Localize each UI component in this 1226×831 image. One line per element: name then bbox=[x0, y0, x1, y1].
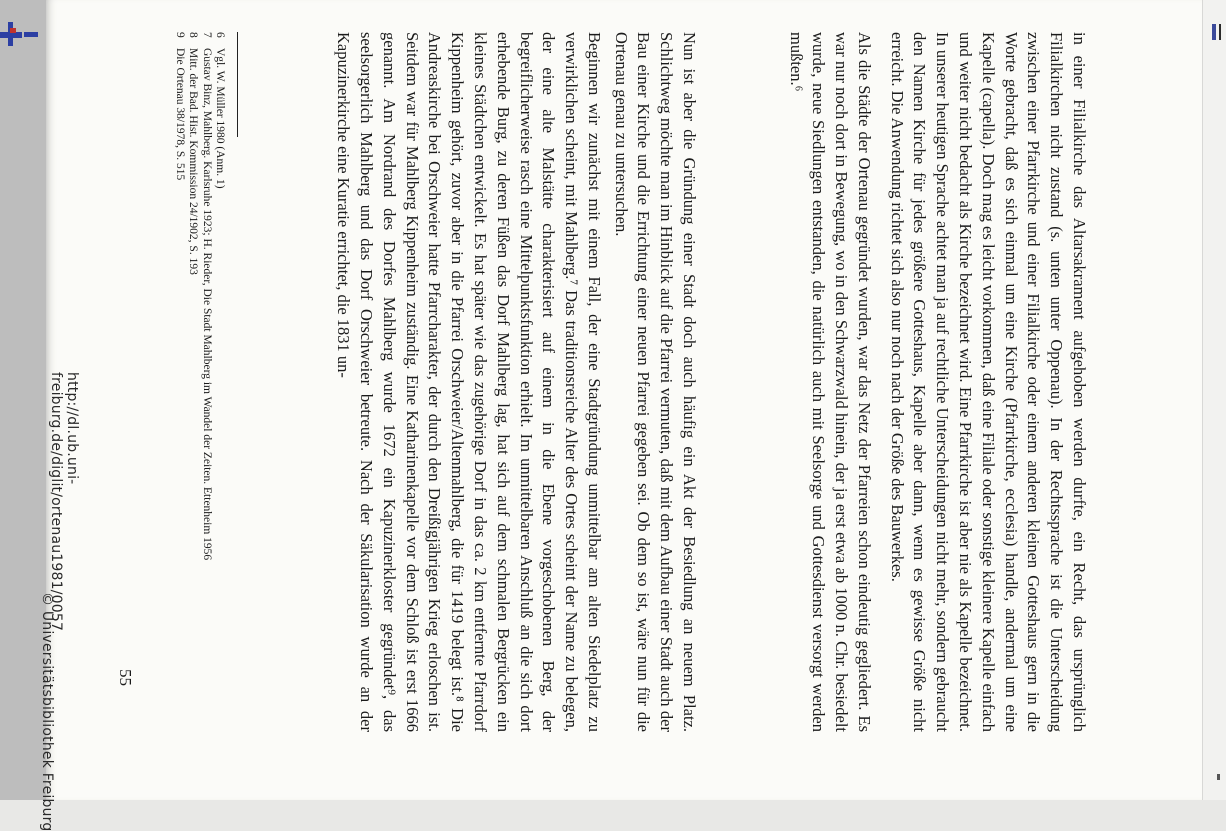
registration-bar bbox=[1212, 24, 1216, 40]
footnote-rule bbox=[237, 32, 238, 137]
registration-dot bbox=[1217, 774, 1220, 780]
registration-dot bbox=[10, 28, 16, 33]
footnote-number: 9 bbox=[173, 32, 186, 38]
footnote bbox=[186, 32, 199, 732]
paragraph-2 bbox=[784, 32, 875, 732]
footnotes bbox=[172, 32, 226, 732]
paragraph-text: Als die Städte der Ortenau gegründet wurden, war das Netz der Pfarreien schon eindeutig gegliedert. Es war nur noch dort in Bewegung, wo in den Schwarzwald hinein, der ja erst etwa ab 1000 n. Chr. besiedelt wurde, neue Siedlungen entstanden, die natürlich auch mit Seelsorge und Gottesdienst versorgt werden mußten.⁶ bbox=[786, 32, 874, 732]
footnote-number: 6 bbox=[214, 32, 226, 38]
scan-right-gutter bbox=[1202, 0, 1226, 800]
source-url: http://dl.ub.uni-freiburg.de/diglit/ortenau1981/0057 bbox=[48, 372, 80, 632]
copyright-notice: © Universitätsbibliothek Freiburg bbox=[39, 592, 55, 831]
footnote bbox=[199, 32, 212, 732]
paragraph-text: in einer Filialkirche das Altarsakrament aufgehoben werden durfte, ein Recht, das ursprünglich Filialkirchen nicht zustand (s. unten unter Oppenau). In der Rechtssprache ist die Unterscheidung zwischen einer Pfarrkirche und einer Filialkirche oder einem anderen kleinen Gotteshaus gern in die Worte gebracht, daß es sich einmal um eine Kirche (Pfarrkirche, ecclesia) handle, andermal um eine Kapelle (capella). Doch mag es leicht vorkommen, daß eine Filiale oder sonstige kleinere Kapelle einfach und weiter nicht bedacht als Kirche bezeichnet wird. Eine Pfarrkirche ist aber nie als Kapelle bezeichnet. In unserer heutigen Sprache achtet man ja auf rechtliche Unterscheidungen nicht mehr, sondern gebraucht den Namen Kirche für jedes größere Gotteshaus, Kapelle aber dann, wenn es gewisse Größe nicht erreicht. Die Anwendung richtet sich also nur noch nach der Größe des Bauwerkes. bbox=[887, 32, 1089, 732]
footnote bbox=[213, 32, 226, 732]
paragraph-text: Nun ist aber die Gründung einer Stadt doch auch häufig ein Akt der Besiedlung an neuem Platz. Schlichtweg möchte man im Hinblick auf die Pfarrei vermuten, daß mit dem Aufbau einer Stadt auch der Bau einer Kirche und die Errichtung einer neuen Pfarrei gegeben sei. Ob dem so ist, wäre nun für die Ortenau genau zu untersuchen. bbox=[611, 32, 699, 732]
footnote-number: 8 bbox=[187, 32, 200, 38]
footnote-text: Gustav Binz, Mahlberg. Karlsruhe 1923; H. Rieder, Die Stadt Mahlberg im Wandel der Zeiten. Ettenheim 1956 bbox=[200, 48, 213, 561]
registration-bar bbox=[8, 22, 13, 46]
footnote bbox=[172, 32, 185, 732]
footnote-text: Mitt. der Bad. Hist. Kommission 24/1902, S. 193 bbox=[187, 48, 200, 275]
registration-bar bbox=[24, 32, 38, 37]
paragraph-4 bbox=[331, 32, 605, 732]
paragraph-3 bbox=[609, 32, 700, 732]
paragraph-1 bbox=[885, 32, 1090, 732]
footnote-text: Die Ortenau 38/1978, S. 515 bbox=[173, 48, 186, 181]
scan-registration-mark bbox=[0, 22, 40, 46]
rotated-page-content bbox=[39, 32, 1090, 831]
page-number: 55 bbox=[116, 669, 135, 686]
registration-bar bbox=[1219, 24, 1221, 40]
paragraph-text: Beginnen wir zunächst mit einem Fall, der eine Stadtgründung unmittelbar am alten Siedelplatz zu verwirklichen scheint, mit Mahlberg.⁷ Das traditionsreiche Alter des Ortes scheint der Name zu belegen, der eine alte Malstätte charakterisiert auf einem in die Ebene vorgeschobenen Berg, der begreiflicherweise rasch eine Mittelpunktsfunktion erhielt. Im unmittelbaren Anschluß an die sich dort erhebende Burg, zu deren Füßen das Dorf Mahlberg lag, hat sich auf dem schmalen Bergrücken ein kleines Städtchen entwickelt. Es hat später wie das zugehörige Dorf in das ca. 2 km entfernte Pfarrdorf Kippenheim gehört, zuvor aber in die Pfarrei Orschweier/Altenmahlberg, die für 1419 belegt ist.⁸ Die Andreaskirche bei Orschweier hatte Pfarrcharakter, der durch den Dreißigjährigen Krieg erloschen ist. Seitdem war für Mahlberg Kippenheim zuständig. Eine Katharinenkapelle vor dem Schloß ist erst 1666 genannt. Am Nordrand des Dorfes Mahlberg wurde 1672 ein Kapuzinerkloster gegründet⁹, das seelsorgerlich Mahlberg und das Dorf Orschweier betreute. Nach der Säkularisation wurde an der Kapuzinerkirche eine Kuratie errichtet, die 1831 un- bbox=[334, 32, 604, 732]
footnote-number: 7 bbox=[200, 32, 213, 38]
footnote-text: Vgl. W. Müller 1980 (Anm. 1) bbox=[214, 48, 226, 189]
